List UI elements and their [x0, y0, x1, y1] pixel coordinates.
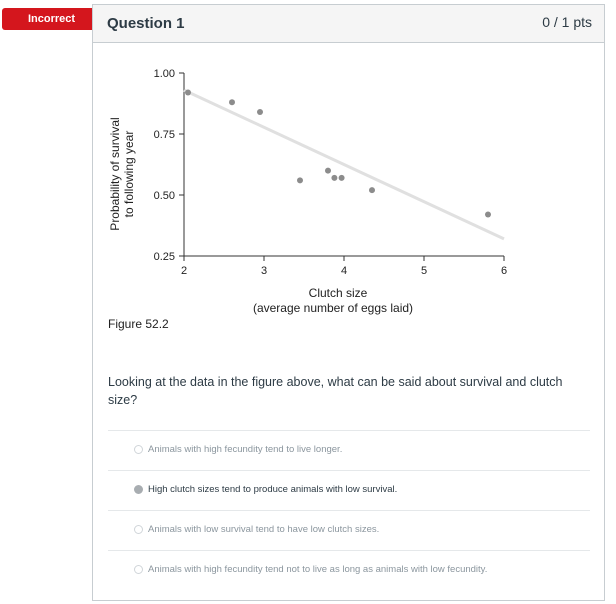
answer-label: High clutch sizes tend to produce animals with low survival.: [148, 484, 398, 495]
x-tick-label: 5: [420, 265, 428, 277]
x-tick-label: 4: [340, 265, 348, 277]
answer-label: Animals with high fecundity tend to live longer.: [148, 444, 343, 455]
y-tick-label: 0.75: [153, 129, 175, 141]
question-points: 0 / 1 pts: [542, 14, 592, 30]
question-text: Looking at the data in the figure above, what can be said about survival and clutch size?: [108, 375, 563, 407]
scatter-chart: [104, 56, 524, 318]
answer-label: Animals with low survival tend to have low clutch sizes.: [148, 524, 380, 535]
question-title: Question 1: [107, 15, 185, 32]
x-axis-label-sub: (average number of eggs laid): [252, 301, 414, 315]
y-tick-label: 0.50: [153, 190, 175, 202]
trendline-group: [184, 90, 504, 239]
y-axis-title: [108, 117, 136, 230]
data-point: [185, 90, 191, 96]
x-tick-label: 6: [500, 265, 508, 277]
data-point: [229, 99, 235, 105]
x-axis-title: [253, 286, 413, 315]
answer-option-1[interactable]: [108, 430, 590, 470]
radio-button[interactable]: [134, 485, 143, 494]
answer-list: [108, 430, 590, 590]
data-point: [331, 175, 337, 181]
data-point: [485, 212, 491, 218]
x-tick-label: 3: [260, 265, 268, 277]
data-point: [325, 168, 331, 174]
x-tick-label: 2: [180, 265, 188, 277]
data-point: [257, 109, 263, 115]
y-axis-label: Probability of survival: [108, 117, 122, 231]
answer-option-4[interactable]: [108, 550, 590, 590]
data-point: [369, 187, 375, 193]
y-tick-label: 1.00: [153, 68, 175, 80]
answer-option-3[interactable]: [108, 510, 590, 550]
question-header: [93, 5, 604, 43]
figure-caption: Figure 52.2: [108, 317, 169, 331]
status-badge: Incorrect: [2, 8, 106, 30]
data-point: [339, 175, 345, 181]
y-tick-label: 0.25: [153, 251, 175, 263]
y-axis-label-sub: to following year: [122, 130, 136, 218]
data-point: [297, 177, 303, 183]
data-points: [185, 90, 491, 218]
answer-label: Animals with high fecundity tend not to live as long as animals with low fecundity.: [148, 564, 488, 575]
trendline: [184, 90, 504, 239]
radio-button[interactable]: [134, 445, 143, 454]
x-axis-label: Clutch size: [308, 286, 368, 300]
radio-button[interactable]: [134, 525, 143, 534]
answer-option-2[interactable]: [108, 470, 590, 510]
radio-button[interactable]: [134, 565, 143, 574]
